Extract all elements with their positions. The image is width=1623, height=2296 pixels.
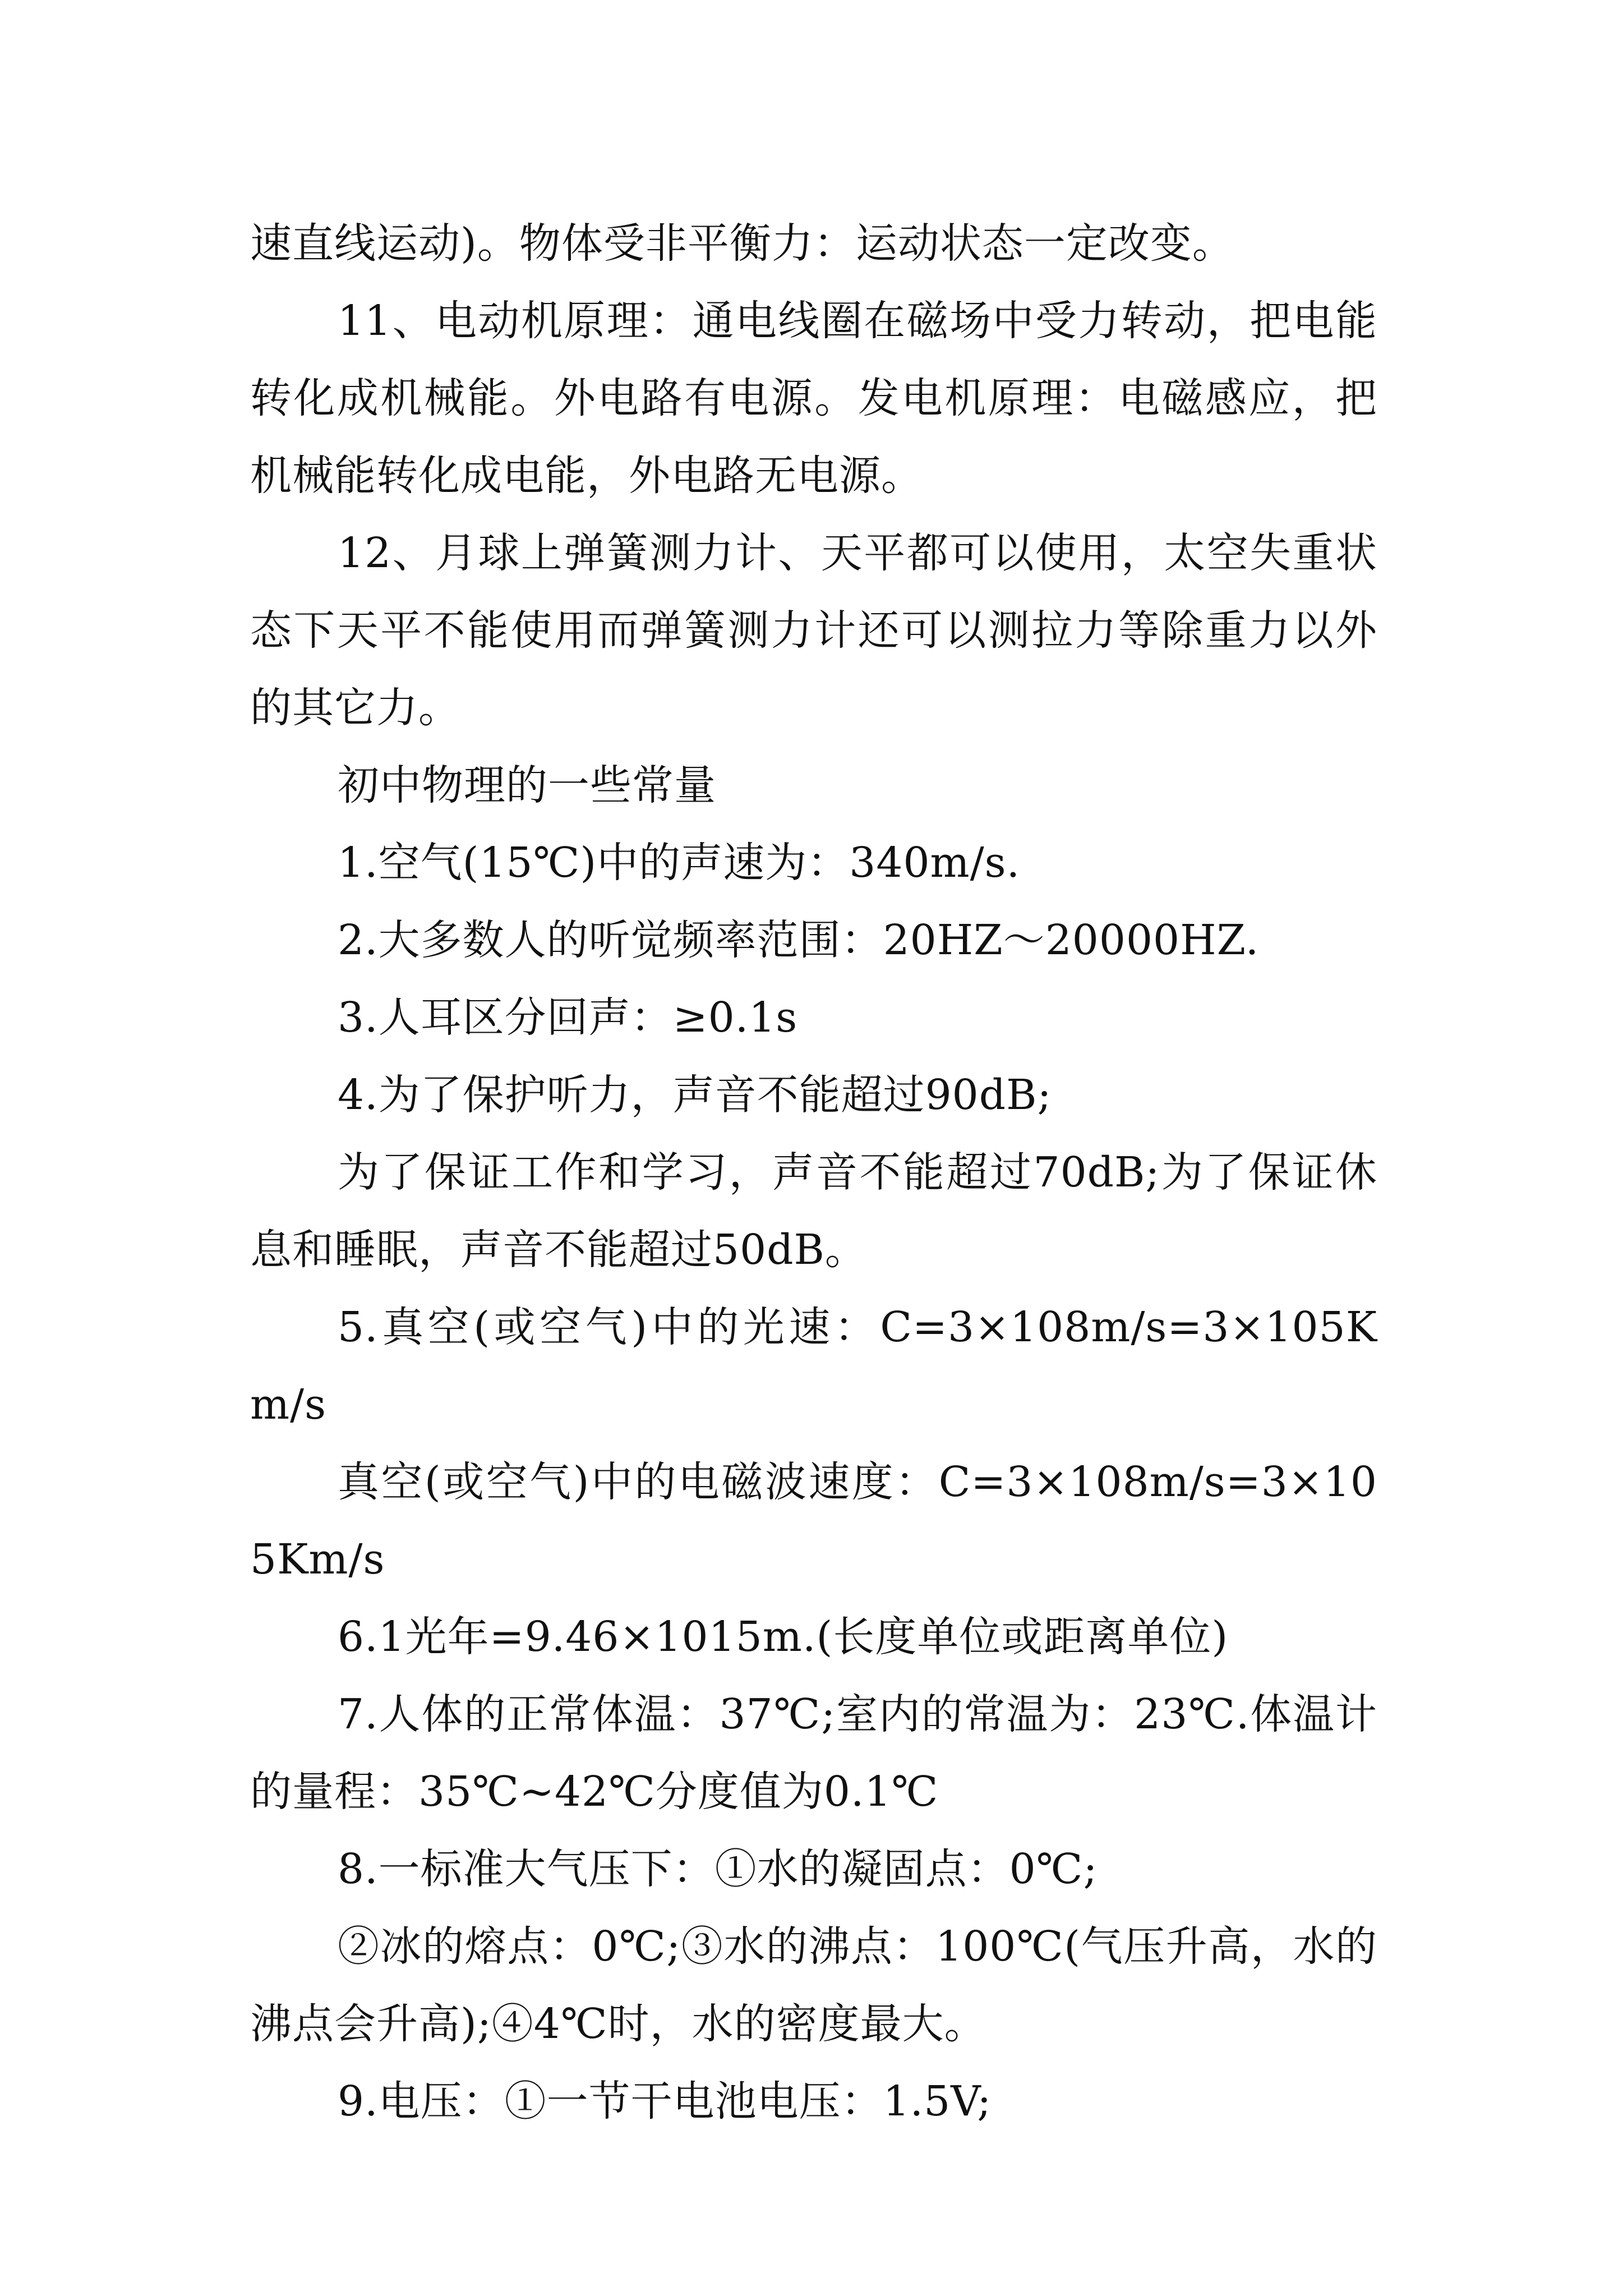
paragraph-motor-generator: 11、电动机原理：通电线圈在磁场中受力转动，把电能转化成机械能。外电路有电源。发电机原理：电磁感应，把机械能转化成电能，外电路无电源。: [250, 297, 1377, 500]
constant-body-temperature: 7.人体的正常体温：37℃;室内的常温为：23℃.体温计的量程：35℃~42℃分度值为0.1℃: [250, 1690, 1377, 1816]
constant-melting-boiling-density: ②冰的熔点：0℃;③水的沸点：100℃(气压升高，水的沸点会升高);④4℃时，水的密度最大。: [250, 1922, 1377, 2048]
constant-battery-voltage: 9.电压：①一节干电池电压：1.5V;: [338, 2077, 992, 2125]
paragraph-moon-space-measurement: 12、月球上弹簧测力计、天平都可以使用，太空失重状态下天平不能使用而弹簧测力计还可以测拉力等除重力以外的其它力。: [250, 529, 1377, 732]
paragraph-motion-state: 速直线运动)。物体受非平衡力：运动状态一定改变。: [250, 219, 1234, 268]
constant-freezing-point: 8.一标准大气压下：①水的凝固点：0℃;: [338, 1845, 1098, 1893]
constant-echo-interval: 3.人耳区分回声：≥0.1s: [338, 993, 798, 1042]
constant-light-year: 6.1光年=9.46×1015m.(长度单位或距离单位): [338, 1613, 1229, 1661]
constant-em-wave-speed: 真空(或空气)中的电磁波速度：C=3×108m/s=3×105Km/s: [250, 1458, 1377, 1584]
constant-sound-speed: 1.空气(15℃)中的声速为：340m/s.: [338, 839, 1021, 887]
constant-work-sleep-noise: 为了保证工作和学习，声音不能超过70dB;为了保证休息和睡眠，声音不能超过50dB。: [250, 1148, 1377, 1274]
constant-hearing-protection: 4.为了保护听力，声音不能超过90dB;: [338, 1071, 1052, 1119]
constant-light-speed: 5.真空(或空气)中的光速：C=3×108m/s=3×105Km/s: [250, 1303, 1377, 1429]
constant-hearing-range: 2.大多数人的听觉频率范围：20HZ～20000HZ.: [338, 916, 1260, 964]
section-heading-constants: 初中物理的一些常量: [338, 761, 716, 809]
document-body: [250, 205, 1377, 2140]
